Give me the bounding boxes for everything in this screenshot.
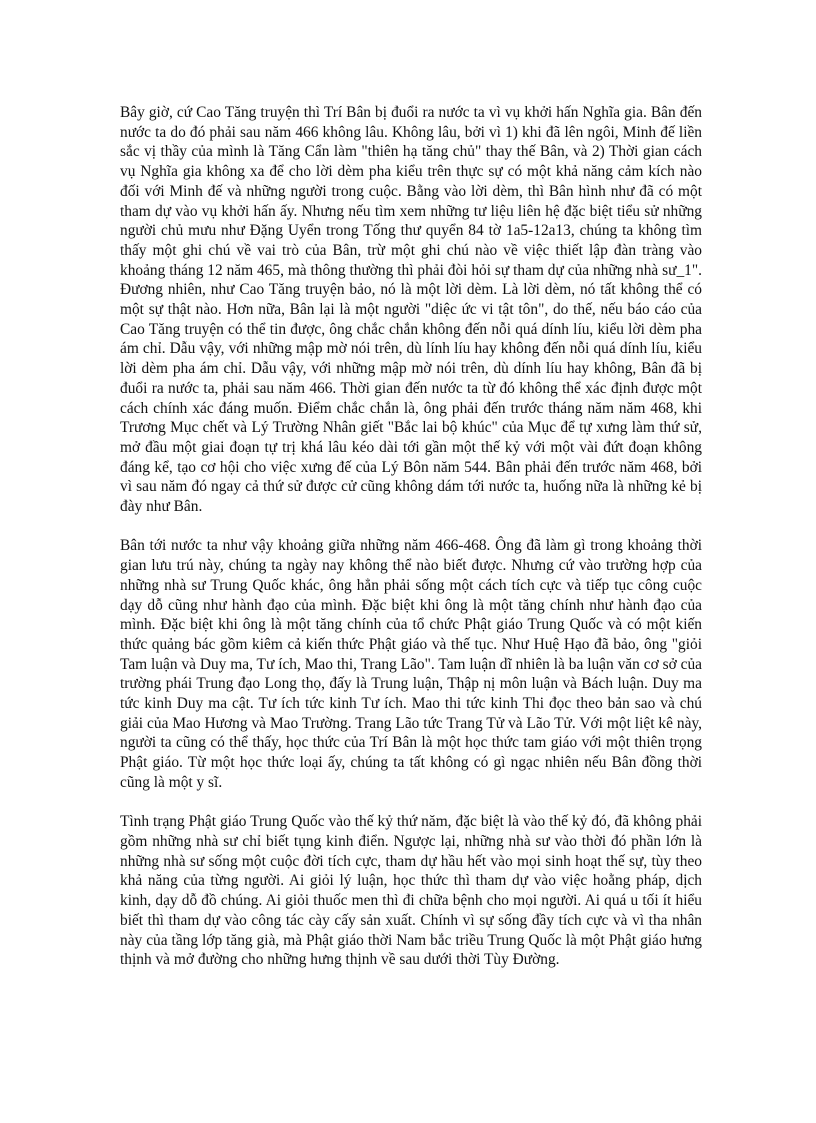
paragraph-2: Bân tới nước ta như vậy khoảng giữa những năm 466-468. Ông đã làm gì trong khoảng thời gian lưu trú này, chúng ta ngày nay không thể nào biết được. Nhưng cứ vào trường hợp của những nhà sư Trung Quốc khác, ông hẳn phải sống một cách tích cực và tiếp tục công cuộc dạy dỗ cũng như hành đạo của mình. Đặc biệt khi ông là một tăng chính như hành đạo của mình. Đặc biệt khi ông là một tăng chính của tổ chức Phật giáo Trung Quốc và có một kiến thức quảng bác gồm kiêm cả kiến thức Phật giáo và thế tục. Như Huệ Hạo đã bảo, ông "giỏi Tam luận và Duy ma, Tư ích, Mao thi, Trang Lão". Tam luận dĩ nhiên là ba luận văn cơ sở của trường phái Trung đạo Long thọ, đấy là Trung luận, Thập nị môn luận và Bách luận. Duy ma tức kinh Duy ma cật. Tư ích tức kinh Tư ích. Mao thi tức kinh Thi đọc theo bản sao và chú giải của Mao Hương và Mao Trường. Trang Lão tức Trang Tử và Lão Tử. Với một liệt kê này, người ta cũng có thể thấy, học thức của Trí Bân là một học thức tam giáo với một thiên trọng Phật giáo. Từ một học thức loại ấy, chúng ta tất không có gì ngạc nhiên nếu Bân đồng thời cũng là một y sĩ. [120,537,702,791]
paragraph-3: Tình trạng Phật giáo Trung Quốc vào thế kỷ thứ năm, đặc biệt là vào thế kỷ đó, đã không phải gồm những nhà sư chỉ biết tụng kinh điển. Ngược lại, những nhà sư vào thời đó phần lớn là những nhà sư sống một cuộc đời tích cực, tham dự hầu hết vào mọi sinh hoạt thế sự, tùy theo khả năng của từng người. Ai giỏi lý luận, học thức thì tham dự vào việc hoằng pháp, dịch kinh, dạy dỗ đồ chúng. Ai giỏi thuốc men thì đi chữa bệnh cho mọi người. Ai quá u tối ít hiểu biết thì tham dự vào công tác cày cấy sản xuất. Chính vì sự sống đầy tích cực và vì tha nhân này của tầng lớp tăng già, mà Phật giáo thời Nam bắc triều Trung Quốc là một Phật giáo hưng thịnh và mở đường cho những hưng thịnh về sau dưới thời Tùy Đường. [120,813,702,969]
paragraph-1: Bây giờ, cứ Cao Tăng truyện thì Trí Bân bị đuổi ra nước ta vì vụ khởi hấn Nghĩa gia. Bân đến nước ta do đó phải sau năm 466 không lâu. Không lâu, bởi vì 1) khi đã lên ngôi, Minh đế liền sắc vị thầy của mình là Tăng Cẩn làm "thiên hạ tăng chủ" thay thế Bân, và 2) Thời gian cách vụ Nghĩa gia không xa để cho lời dèm pha kiểu trên thực sự có một khả năng cảm kích nào đối với Minh đế và những người trong cuộc. Bằng vào lời dèm, thì Bân hình như đã có một tham dự vào vụ khởi hấn ấy. Nhưng nếu tìm xem những tư liệu liên hệ đặc biệt tiểu sử những người chủ mưu như Đặng Uyển trong Tống thư quyển 84 tờ 1a5-12a13, chúng ta không tìm thấy một ghi chú về vai trò của Bân, trừ một ghi chú nào về việc thiết lập đàn tràng vào khoảng tháng 12 năm 465, mà thông thường thì phải đòi hỏi sự tham dự của những nhà sư_1". Đương nhiên, như Cao Tăng truyện bảo, nó là một lời dèm. Là lời dèm, nó tất không thể có một sự thật nào. Hơn nữa, Bân lại là một người "diệc ức vi tật tôn", do thế, nếu báo cáo của Cao Tăng truyện có thể tin được, ông chắc chắn không đến nỗi quá dính líu, kiểu lời dèm pha ám chỉ. Dẫu vậy, với những mập mờ nói trên, dù lính líu hay không đến nỗi quá dính líu, kiểu lời dèm pha ám chỉ. Dẫu vậy, với những mập mờ nói trên, dù dính líu hay không, Bân đã bị đuổi ra nước ta, phải sau năm 466. Thời gian đến nước ta từ đó không thể xác định được một cách chính xác đáng muốn. Điểm chắc chắn là, ông phải đến trước tháng năm năm 468, khi Trương Mục chết và Lý Trường Nhân giết "Bắc lai bộ khúc" của Mục để tự xưng làm thứ sử, mở đầu một giai đoạn tự trị khá lâu kéo dài tới gần một thế kỷ với một vài đứt đoạn không đáng kể, tạo cơ hội cho việc xưng đế của Lý Bôn năm 544. Bân phải đến trước năm 468, bởi vì sau năm đó ngay cả thứ sử được cử cũng không dám tới nước ta, huống nữa là những kẻ bị đày như Bân. [120,104,702,516]
document-page [120,103,702,990]
